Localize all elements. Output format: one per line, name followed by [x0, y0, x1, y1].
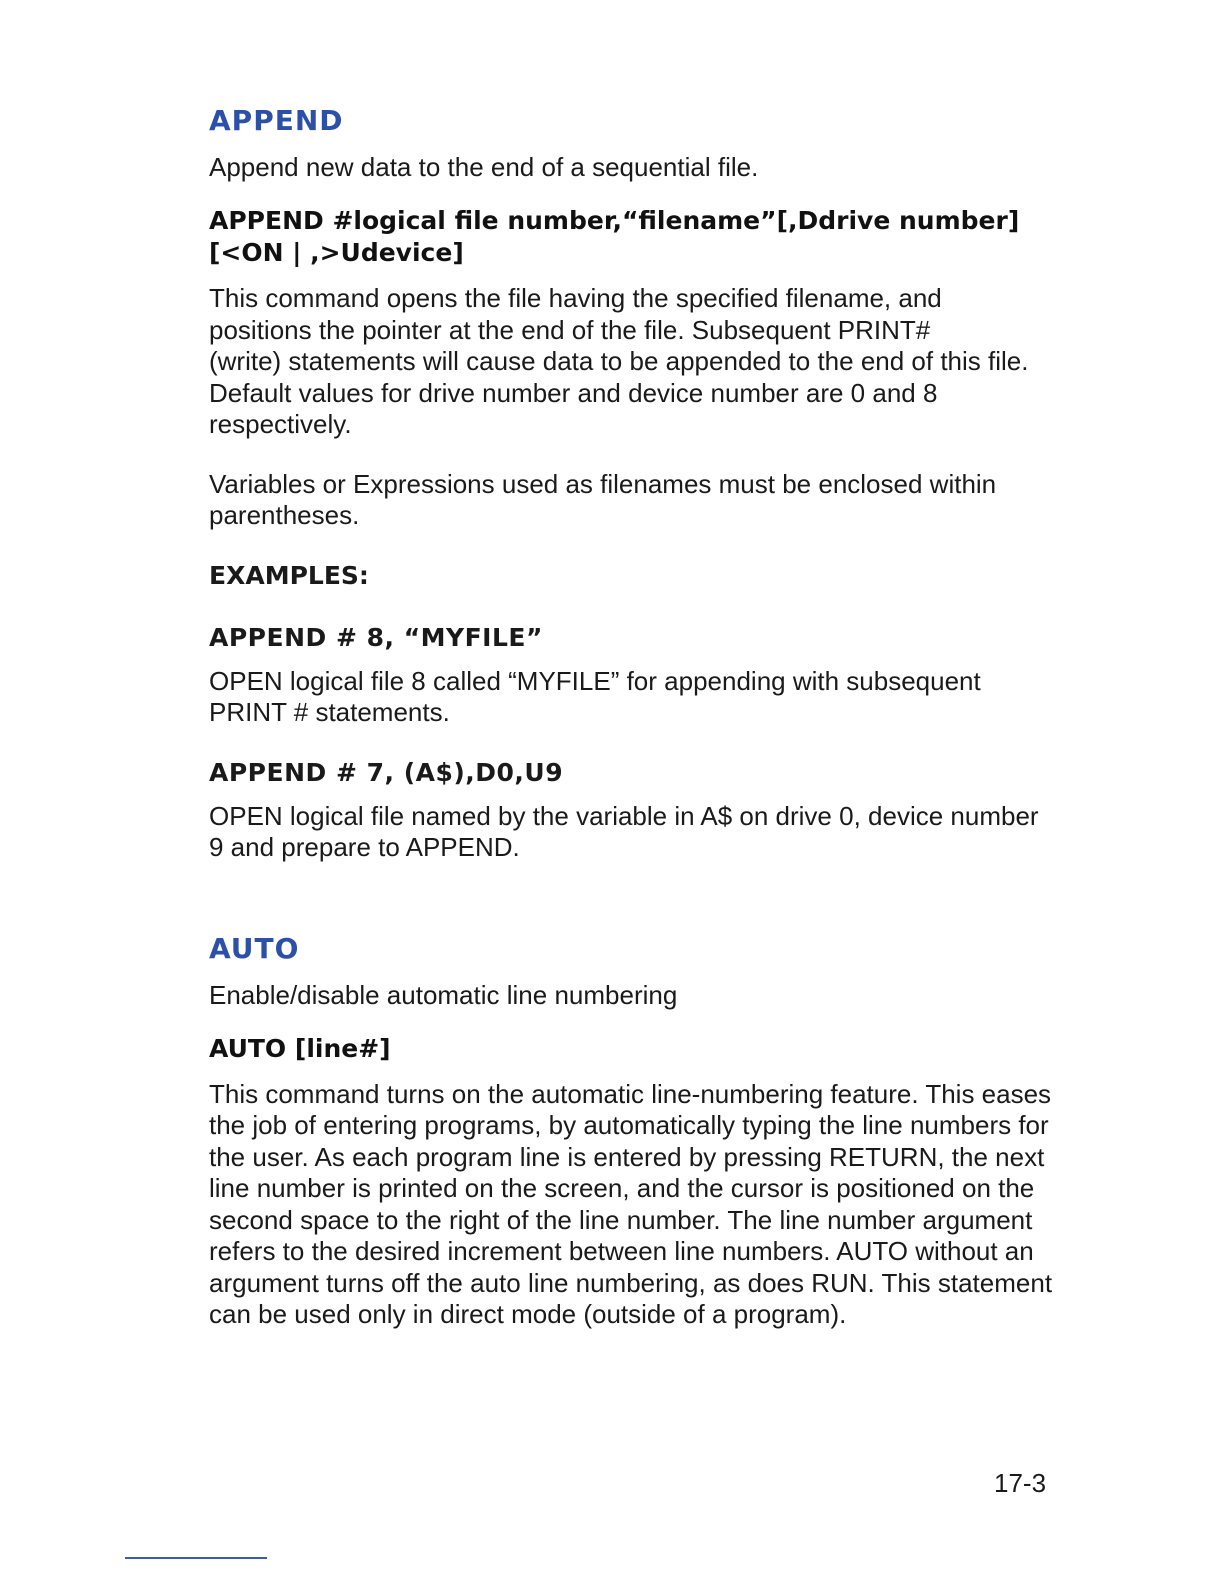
append-description-rest: (write) statements will cause data to be appended to the end of this file. Default values for drive number and device number are 0 and 8 respectively.: [209, 346, 1029, 439]
example-description: OPEN logical file named by the variable in A$ on drive 0, device number 9 and prepare to APPEND.: [209, 800, 1039, 862]
append-syntax: [209, 205, 1059, 269]
page-content: [209, 104, 1059, 1359]
auto-description: This command turns on the automatic line-numbering feature. This eases the job of entering programs, by automatically typing the line numbers for the user. As each program line is entered by pressing RETURN, the next line number is printed on the screen, and the cursor is positioned on the second space to the right of the line number. The line number argument refers to the desired increment between line numbers. AUTO without an argument turns off the auto line numbering, as does RUN. This statement can be used only in direct mode (outside of a program).: [209, 1078, 1053, 1329]
append-heading: APPEND: [209, 104, 344, 137]
append-syntax-line-1: APPEND #logical file number,“filename”[,Ddrive number]: [209, 206, 1020, 235]
page-number: 17-3: [994, 1468, 1047, 1498]
auto-summary: Enable/disable automatic line numbering: [209, 979, 678, 1010]
bottom-rule: [125, 1557, 267, 1559]
example-command: APPEND # 7, (A$),D0,U9: [209, 757, 564, 787]
append-note: Variables or Expressions used as filenames must be enclosed within parentheses.: [209, 468, 997, 530]
section-gap: [209, 892, 1059, 932]
auto-heading: AUTO: [209, 931, 300, 965]
append-description-line-1: This command opens the file having the specified filename, and: [209, 283, 942, 313]
append-summary: Append new data to the end of a sequential file.: [209, 152, 759, 182]
append-description: [209, 283, 1059, 441]
example-command: APPEND # 8, “MYFILE”: [209, 622, 543, 652]
auto-syntax: AUTO [line#]: [209, 1033, 391, 1063]
append-syntax-line-2: [<ON | ,>Udevice]: [209, 238, 464, 267]
append-description-line-2: positions the pointer at the end of the file. Subsequent PRINT#: [209, 314, 931, 345]
example-description: OPEN logical file 8 called “MYFILE” for appending with subsequent PRINT # statements.: [209, 665, 981, 727]
examples-label: EXAMPLES:: [209, 560, 369, 590]
